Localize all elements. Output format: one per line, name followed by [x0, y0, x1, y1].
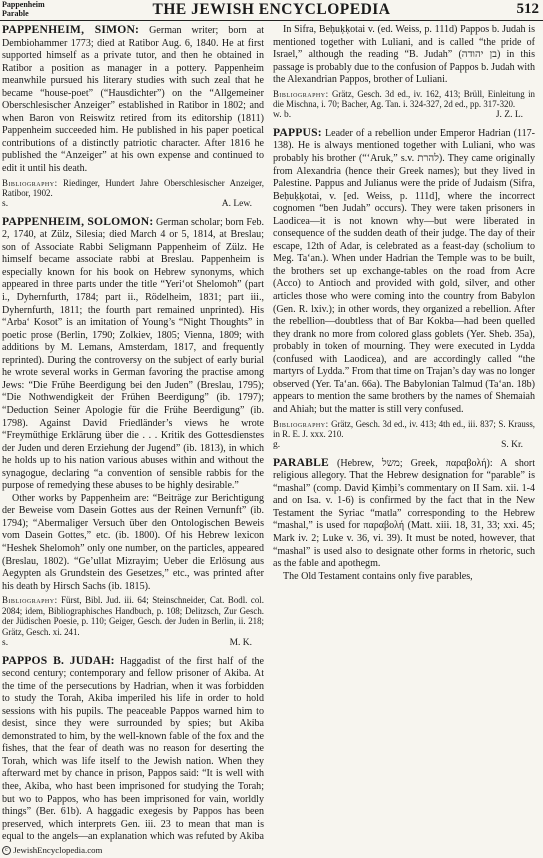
- bibliography-text: Grätz, Gesch. 3d ed., iv. 413; 4th ed., iii. 837; S. Krauss, in R. E. J. xxx. 210.: [273, 418, 535, 440]
- entry-body: Haggadist of the first half of the second century; contemporary and fellow prisoner of Akiba. At the time of the persecutions by Hadrian, when it was forbidden to study the Torah, Akiba imperiled his life in order to hold sessions with his pupils. The peaceable Pappos warned him to desist, since they were surrounded by spies; but Akiba demonstrated to him, by the well-known fable of the fox and the fishes, that the fear of death was no reason for deserting the Torah, which was life itself to the Jewish nation. When they afterward met by chance in prison, Pappos said: “It is well with thee, Akiba, who hast been imprisoned for studying the Torah; but wo to Pappos, who has been imprisoned for vain, worldly things” (Ber. 61b). A haggadic exegesis by Pappos has been preserved, which interprets Gen. iii. 23 to mean that man is equal to the angels—an explanation which was refuted by Akiba: [2, 655, 264, 843]
- author-initials: S. Kr.: [501, 439, 523, 450]
- entry-body: Leader of a rebellion under Emperor Hadrian (117-138). He is always mentioned together with Luliani, who was probably his brother (“‘Aruk,” s.v. להרת). They came originally from Alexandria (hence their Greek names); but they lived in Palestine. Pappus and Julianus were the pride of Judaism (Sifra, Beḥuḳḳotai, v. [ed. Weiss, p. 111d], where the incorrect cognomen “ben Judah” occurs). They were taken prisoners in Laodicea—it is not known why—but were liberated in consequence of the sudden death of their judge. The day of their escape, 12th of Adar, is celebrated as a feast-day (scholium to Meg. Ta‘an.). When under Hadrian the Temple was to be built, the brothers set up exchange-tables on the road from Acre (Acco) to Antioch and provided with gold, silver, and other articles those who were coming into the country from Babylon (Gen. R. lxiv.); in other words, they organized a rebellion. After the rebellion—doubtless that of Bar Kokba—had been quelled they drank no more from colored glass goblets (Yer. Sheb. 35a), probably in token of mourning. They were executed in Lydda (confused with Laodicea), and are accordingly called “the martyrs of Lydda.” From that time on Trajan’s day was no longer observed (Yer. Ta‘an. 66a). The Babylonian Talmud (Ta‘an. 18b) appears to mention the same brothers by the names of Shemaiah and Ahiah; but the matter is still very confused.: [273, 127, 535, 415]
- author-initials: J. Z. L.: [495, 109, 523, 120]
- headword: PARABLE: [273, 455, 329, 469]
- bibliography-label: Bibliography:: [273, 418, 329, 429]
- entry-body: (Hebrew, משל; Greek, παραβολή): A short religious allegory. That the Hebrew designation for “parable” is “mashal” (comp. David Ḳimḥi’s commentary on II Sam. xii. 1-4 and on Isa. v. 1-6) is confirmed by the fact that in the New Testament the Syriac “matla” corresponding to the Hebrew “mashal,” is used for παραβολή (Matt. xiii. 18, 31, 33; xxi. 45; Mark iv. 2; Luke v. 36, vi. 39). It must be noted, however, that “mashal” is used also to designate other forms in rhetoric, such as the fable and apothegm.: [273, 457, 535, 570]
- bibliography-label: Bibliography:: [273, 88, 329, 99]
- bibliography-text: Grätz, Gesch. 3d ed., iv. 162, 413; Brüll, Einleitung in die Mischna, i. 70; Bacher, Ag. Tan. i. 324-327, 2d ed., pp. 317-320.: [273, 88, 535, 110]
- right-column: [273, 24, 535, 844]
- class-mark: g.: [273, 439, 281, 450]
- bibliography: [273, 419, 535, 440]
- author-initials: A. Lew.: [221, 198, 252, 209]
- publication-title: THE JEWISH ENCYCLOPEDIA: [152, 1, 391, 18]
- bibliography: [2, 178, 264, 199]
- bibliography-text: Fürst, Bibl. Jud. iii. 64; Steinschneider, Cat. Bodl. col. 2084; idem, Bibliographisches Handbuch, p. 108; Delitzsch, Zur Gesch. der Jüdischen Poesie, p. 110; Geiger, Gesch. der Juden in Berlin, ii. 218; Grätz, Gesch. xi. 241.: [2, 595, 264, 637]
- entry-body-paragraph: The Old Testament contains only five parables,: [283, 570, 473, 582]
- entry-body-paragraph: In Sifra, Beḥuḳḳotai v. (ed. Weiss, p. 111d) Pappos b. Judah is mentioned together with Luliani, and is called “the pride of Israel,” although the reading “B. Judah” (בן יהודה) in this passage is probably due to the confusion of Pappos b. Judah with the Alexandrian Pappos, brother of Luliani.: [273, 24, 535, 86]
- bibliography-text: Riedinger, Hundert Jahre Oberschlesischer Anzeiger, Ratibor, 1902.: [2, 177, 264, 199]
- entry-pappos-b-judah: [2, 655, 264, 844]
- page-number: 512: [516, 1, 539, 17]
- bibliography-label: Bibliography:: [2, 595, 58, 606]
- class-mark: s.: [2, 637, 9, 648]
- running-head-last: Parable: [2, 8, 29, 18]
- signature: [2, 638, 264, 649]
- entry-parable: [273, 457, 535, 583]
- bibliography-label: Bibliography:: [2, 177, 58, 188]
- bibliography: [273, 89, 535, 110]
- entry-pappenheim-simon: [2, 24, 264, 210]
- entry-body-paragraph: Other works by Pappenheim are: “Beiträge zur Berichtigung der Beweise vom Dasein Gottes aus der Reinen Vernunft” (ib. 1794); “Abermaliger Versuch über den Ontologischen Beweis vom Dasein Gottes,” etc. (ib. 1800). Of his Hebrew lexicon “Heshek Shelomoh” only one number, on the particles, appeared (Breslau, 1802). “Ge’ullat Mizrayim; Ueber die Erlösung aus Aegypten als Grundstein des Gesetzes,” etc., was printed after his death by Hirsch Sachs (ib. 1815).: [2, 492, 264, 592]
- headword: PAPPUS:: [273, 125, 322, 139]
- headword: PAPPOS B. JUDAH:: [2, 653, 115, 667]
- headword: PAPPENHEIM, SOLOMON:: [2, 214, 154, 228]
- signature: [273, 110, 535, 121]
- entry-body: German scholar; born Feb. 2, 1740, at Zülz, Silesia; died March 4 or 5, 1814, at Breslau; son of Associate Rabbi Seligmann Pappenheim of Zülz. He himself became associate rabbi at Breslau. Pappenheim is especially known for his book on Hebrew synonyms, which appeared in three parts under the title “Yeri‘ot Shelomoh” (part i., Dyhernfurth, 1784; part ii., Rödelheim, 1831; part iii., Dyhernfurth, 1811; the fourth part remained unprinted). His “Arba‘ Kosot” is an imitation of Young’s “Night Thoughts” in poetic prose (Berlin, 1790; Zolkiev, 1805; Vienna, 1809; with additions by M. Lemans, Amsterdam, 1817, and frequently reprinted). During the controversy on the subject of early burial he wrote several works in German favoring the practise among Jews: “Die Frühe Beerdigung bei den Juden” (Breslau, 1795); “Die Nothwendigkeit der Frühen Beerdigung” (ib. 1797); “Deduction Seiner Apologie für die Frühe Beerdigung” (ib. 1798). Against David Friedländer’s views he wrote “Freymüthige Erklärung über die . . . Kritik des Gottesdienstes der Juden und deren Erziehung der Jugend” (ib. 1813), in which he holds up to his nation various abuses within and without the synagogue, declaring “a convention of sensible rabbis for the purpose of remedying these abuses to be highly desirable.”: [2, 216, 264, 492]
- left-column: [2, 24, 264, 844]
- signature: [2, 199, 264, 210]
- author-initials: M. K.: [229, 637, 252, 648]
- headword: PAPPENHEIM, SIMON:: [2, 24, 140, 36]
- site-credit: [2, 845, 102, 855]
- site-credit-text: JewishEncyclopedia.com: [13, 844, 103, 855]
- running-head-first: Pappenheim: [2, 0, 45, 9]
- copyright-icon: c: [2, 846, 11, 855]
- entry-pappos-b-judah-continued: [273, 24, 535, 121]
- class-mark: w. b.: [273, 109, 292, 120]
- signature: [273, 440, 535, 451]
- entry-pappus: [273, 127, 535, 451]
- bibliography: [2, 595, 264, 637]
- entry-body: German writer; born at Dembiohammer 1773; died at Ratibor Aug. 6, 1840. He at first supported himself as a private tutor, and then he obtained in Ratibor a position as manager in a pottery. Pappenheim meanwhile pursued his literary studies with such zeal that he became “house-poet” (“Hausdichter”) on the “Allgemeiner Oberschlesischer Anzeiger” established in Ratibor in 1802; and when Baron von Reiswitz retired from its editorship (1811) Pappenheim succeeded him. He published in his paper poetical contributions of a distinctly patriotic character. After 1816 he published the “Anzeiger” at his own expense and continued to edit it until his death.: [2, 25, 264, 175]
- class-mark: s.: [2, 198, 9, 209]
- entry-pappenheim-solomon: [2, 216, 264, 649]
- page-header: [0, 0, 543, 21]
